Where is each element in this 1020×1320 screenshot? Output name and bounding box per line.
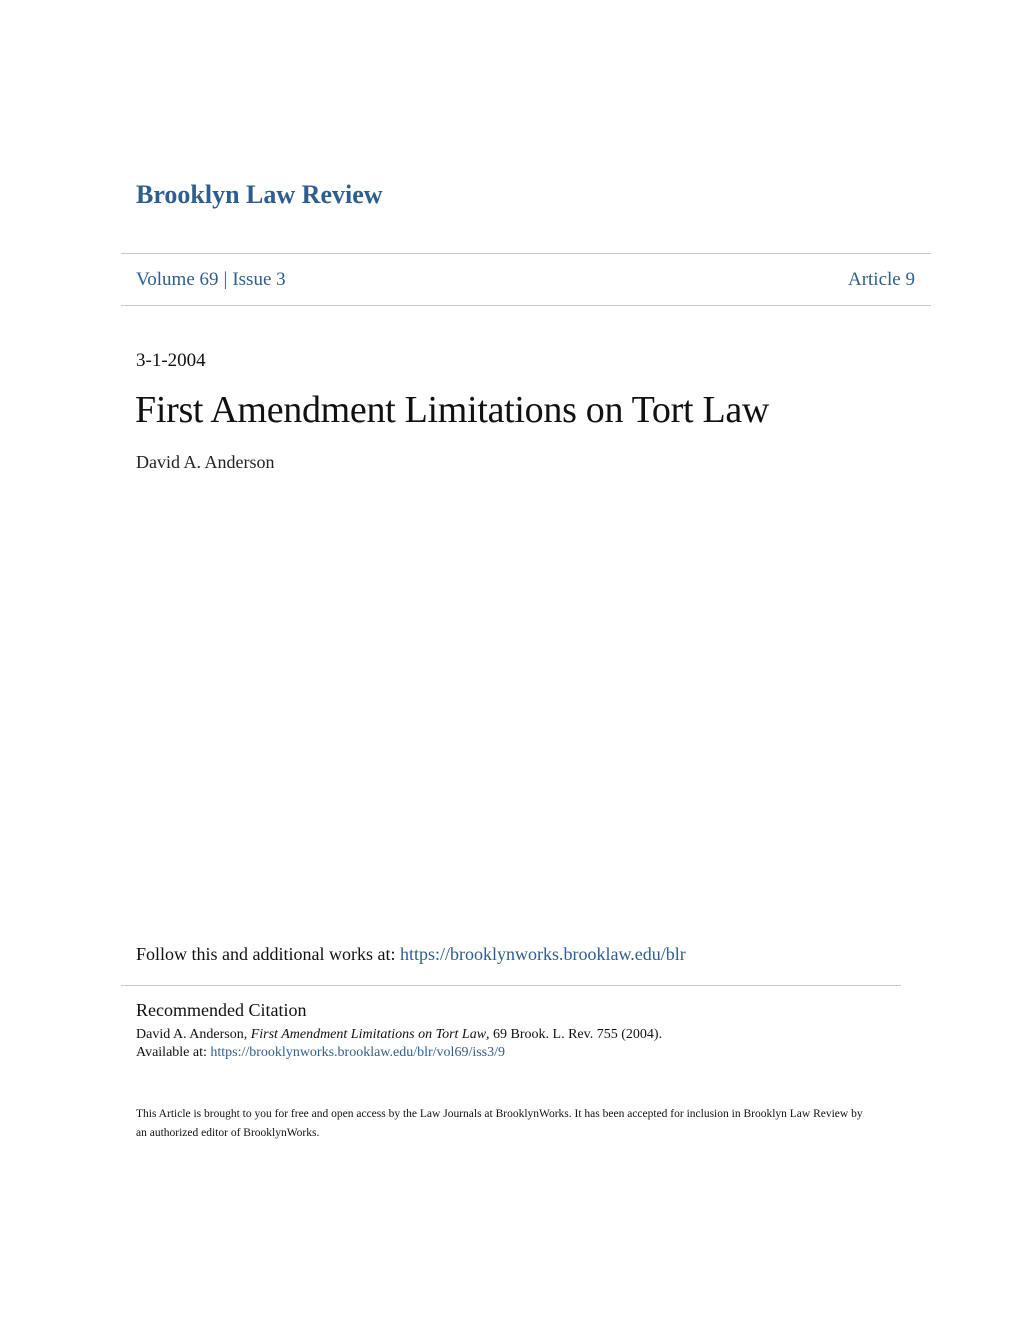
volume-link[interactable]: Volume 69 [136,269,219,290]
journal-title[interactable]: Brooklyn Law Review [136,180,383,209]
access-notice: This Article is brought to you for free and open access by the Law Journals at BrooklynWorks. It has been accepted for inclusion in Brooklyn Law Review by an authorized editor of BrooklynWorks. [136,1108,863,1139]
issue-link[interactable]: Issue 3 [232,269,286,290]
available-link[interactable]: https://brooklynworks.brooklaw.edu/blr/vol69/iss3/9 [210,1045,506,1060]
top-divider [121,253,931,254]
volume-issue-line [136,269,286,291]
author-name: David A. Anderson [136,452,275,472]
follow-text: Follow this and additional works at: [136,944,400,964]
citation-source: , 69 Brook. L. Rev. 755 (2004). [486,1027,663,1042]
citation-block [136,1026,662,1062]
citation-title: First Amendment Limitations on Tort Law [250,1027,487,1042]
follow-line [136,944,686,965]
recommended-citation-heading: Recommended Citation [136,1000,307,1020]
citation-line [136,1026,662,1044]
follow-link[interactable]: https://brooklynworks.brooklaw.edu/blr [399,944,686,964]
header-divider [121,305,931,306]
article-title: First Amendment Limitations on Tort Law [135,389,770,431]
citation-divider [121,985,901,986]
citation-author: David A. Anderson, [136,1027,251,1042]
article-number-link[interactable]: Article 9 [847,269,915,290]
available-line [136,1044,662,1062]
publication-date: 3-1-2004 [136,350,206,371]
available-label: Available at: [136,1045,211,1060]
volume-issue-separator: | [223,269,228,290]
